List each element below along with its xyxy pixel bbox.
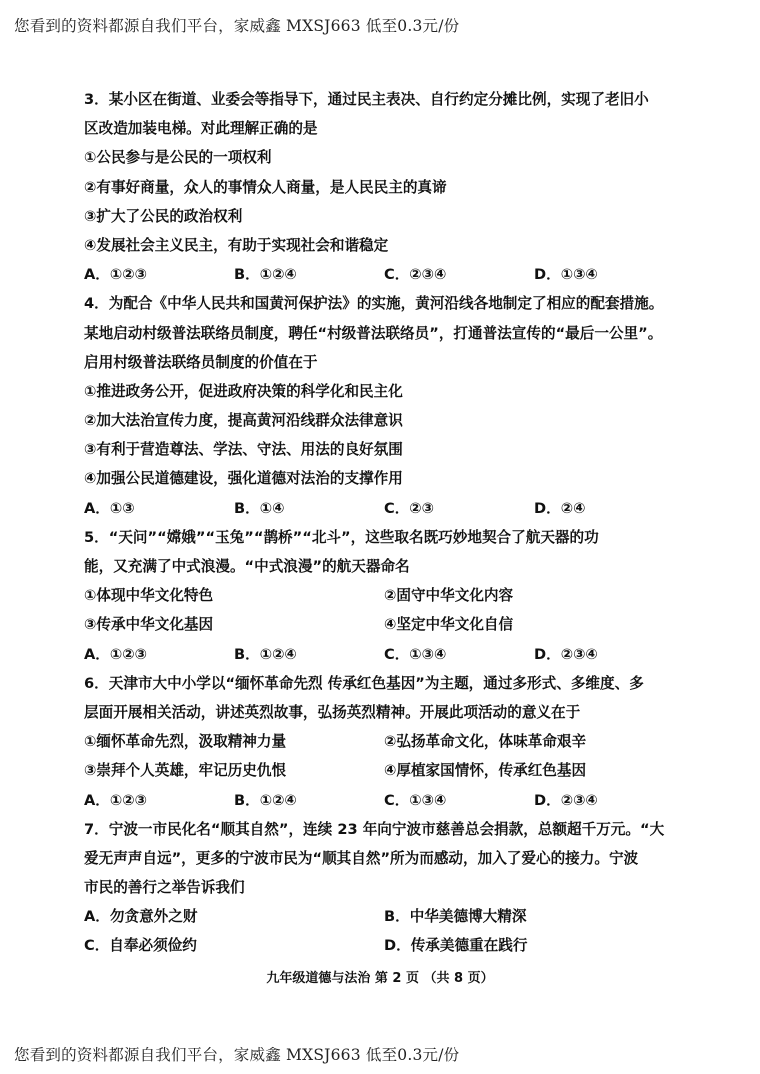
- q6-items-row-2: [84, 756, 684, 785]
- q4-item-3: ③有利于营造尊法、学法、守法、用法的良好氛围: [84, 441, 403, 459]
- q7-options-row-2: [84, 931, 684, 960]
- q5-item-4: ④坚定中华文化自信: [384, 616, 514, 634]
- q5-options: [84, 640, 684, 669]
- q5-item-2: ②固守中华文化内容: [384, 587, 514, 605]
- q5-stem-1: 5．“天问”“嫦娥”“玉兔”“鹊桥”“北斗”，这些取名既巧妙地契合了航天器的功: [84, 528, 599, 546]
- q4-options: [84, 494, 684, 523]
- q3-options: [84, 260, 684, 289]
- q7-stem-1: 7．宁波一市民化名“顺其自然”，连续 23 年向宁波市慈善总会捐款，总额超千万元。“大: [84, 820, 665, 838]
- q6-item-2: ②弘扬革命文化，体味革命艰辛: [384, 733, 587, 751]
- q4-item-4: ④加强公民道德建设，强化道德对法治的支撑作用: [84, 470, 403, 488]
- q7-option-b[interactable]: B．中华美德博大精深: [384, 908, 527, 926]
- q6-option-d[interactable]: D．②③④: [534, 791, 598, 809]
- q5-option-b[interactable]: B．①②④: [234, 645, 297, 663]
- q3-option-c[interactable]: C．②③④: [384, 266, 447, 284]
- q6-options: [84, 786, 684, 815]
- q4-option-c[interactable]: C．②③: [384, 499, 435, 517]
- q6-stem-1: 6．天津市大中小学以“缅怀革命先烈 传承红色基因”为主题，通过多形式、多维度、多: [84, 674, 644, 692]
- q6-item-1: ①缅怀革命先烈，汲取精神力量: [84, 733, 287, 751]
- q3-option-b[interactable]: B．①②④: [234, 266, 297, 284]
- watermark-bottom: 您看到的资料都源自我们平台，家威鑫 MXSJ663 低至0.3元/份: [14, 1046, 460, 1064]
- q6-option-b[interactable]: B．①②④: [234, 791, 297, 809]
- q5-item-1: ①体现中华文化特色: [84, 587, 214, 605]
- q5-items-row-1: [84, 581, 684, 610]
- q3-stem-2: 区改造加装电梯。对此理解正确的是: [84, 120, 318, 138]
- q5-option-a[interactable]: A．①②③: [84, 645, 147, 663]
- watermark-top: 您看到的资料都源自我们平台，家威鑫 MXSJ663 低至0.3元/份: [14, 17, 460, 35]
- q3-option-a[interactable]: A．①②③: [84, 266, 147, 284]
- q4-option-b[interactable]: B．①④: [234, 499, 285, 517]
- q7-stem-2: 爱无声声自远”，更多的宁波市民为“顺其自然”所为而感动，加入了爱心的接力。宁波: [84, 849, 639, 867]
- q3-item-3: ③扩大了公民的政治权利: [84, 207, 243, 225]
- q5-item-3: ③传承中华文化基因: [84, 616, 214, 634]
- q6-option-c[interactable]: C．①③④: [384, 791, 447, 809]
- q4-option-a[interactable]: A．①③: [84, 499, 135, 517]
- q4-option-d[interactable]: D．②④: [534, 499, 586, 517]
- q4-item-2: ②加大法治宣传力度，提高黄河沿线群众法律意识: [84, 412, 403, 430]
- q6-items-row-1: [84, 727, 684, 756]
- q4-stem-1: 4．为配合《中华人民共和国黄河保护法》的实施，黄河沿线各地制定了相应的配套措施。: [84, 295, 664, 313]
- q4-stem-2: 某地启动村级普法联络员制度，聘任“村级普法联络员”，打通普法宣传的“最后一公里”。: [84, 324, 663, 342]
- q6-item-3: ③崇拜个人英雄，牢记历史仇恨: [84, 762, 287, 780]
- q6-item-4: ④厚植家国情怀，传承红色基因: [384, 762, 587, 780]
- q5-items-row-2: [84, 610, 684, 639]
- q3-item-4: ④发展社会主义民主，有助于实现社会和谐稳定: [84, 236, 389, 254]
- q6-stem-2: 层面开展相关活动，讲述英烈故事，弘扬英烈精神。开展此项活动的意义在于: [84, 703, 581, 721]
- q7-option-d[interactable]: D．传承美德重在践行: [384, 937, 528, 955]
- q3-stem-1: 3．某小区在街道、业委会等指导下，通过民主表决、自行约定分摊比例，实现了老旧小: [84, 91, 649, 108]
- q5-option-d[interactable]: D．②③④: [534, 645, 598, 663]
- q7-option-a[interactable]: A．勿贪意外之财: [84, 908, 198, 926]
- q3-item-2: ②有事好商量，众人的事情众人商量，是人民民主的真谛: [84, 178, 447, 196]
- q6-option-a[interactable]: A．①②③: [84, 791, 147, 809]
- q3-item-1: ①公民参与是公民的一项权利: [84, 149, 272, 167]
- question-content: [84, 85, 684, 961]
- q7-option-c[interactable]: C．自奉必须俭约: [84, 937, 197, 955]
- q4-stem-3: 启用村级普法联络员制度的价值在于: [84, 353, 318, 371]
- q7-stem-3: 市民的善行之举告诉我们: [84, 879, 245, 897]
- page-footer: 九年级道德与法治 第 2 页 （共 8 页）: [266, 971, 494, 986]
- q4-item-1: ①推进政务公开，促进政府决策的科学化和民主化: [84, 382, 403, 400]
- q5-option-c[interactable]: C．①③④: [384, 645, 447, 663]
- q3-option-d[interactable]: D．①③④: [534, 266, 598, 284]
- q5-stem-2: 能，又充满了中式浪漫。“中式浪漫”的航天器命名: [84, 558, 410, 575]
- q7-options-row-1: [84, 902, 684, 931]
